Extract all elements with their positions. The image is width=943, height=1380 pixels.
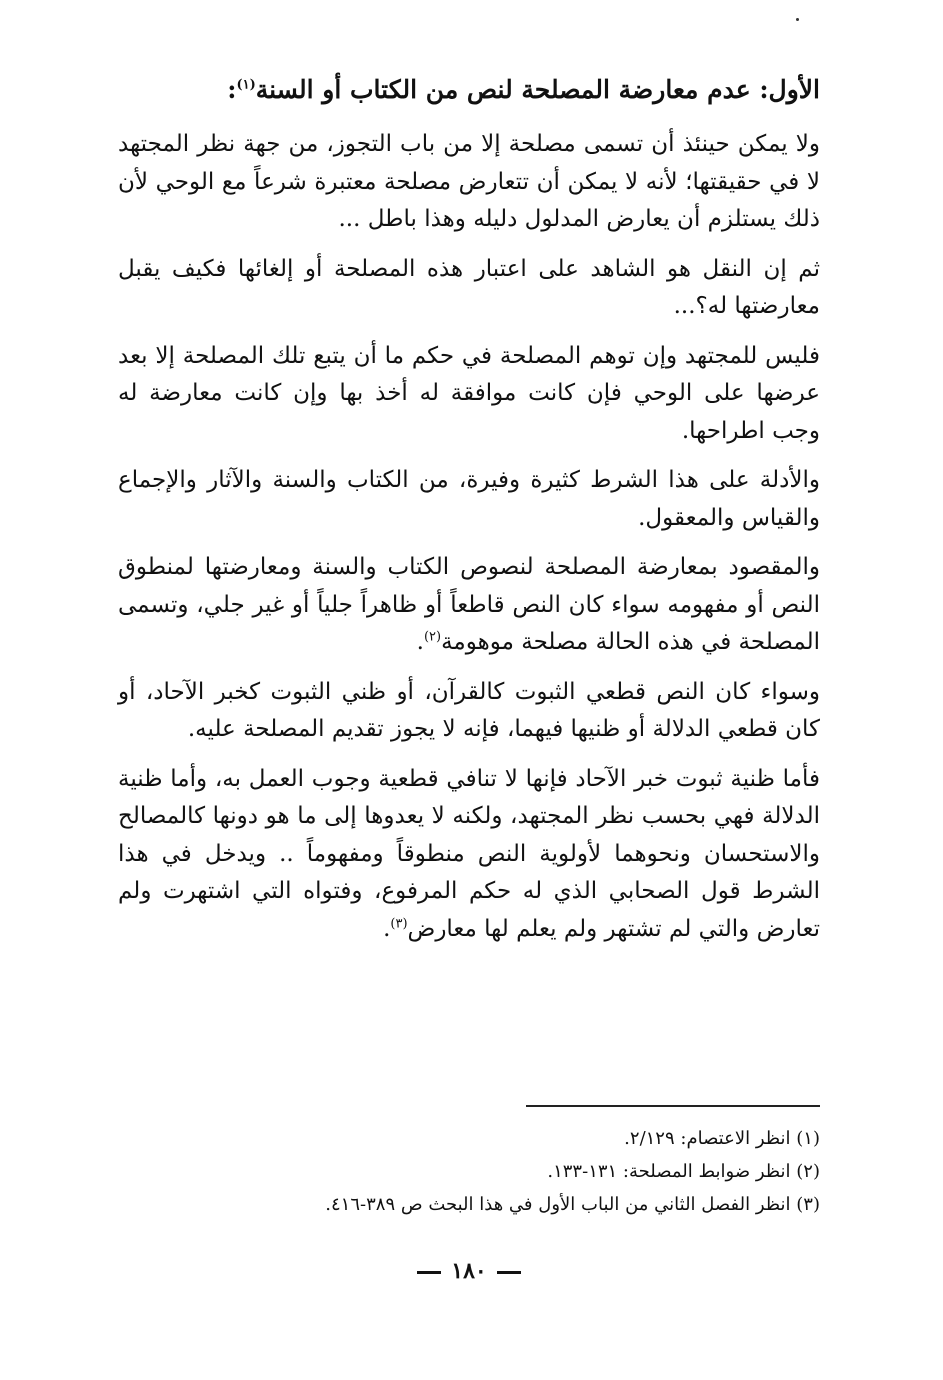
page-number: [118, 1258, 820, 1284]
footnotes: [118, 1122, 820, 1221]
section-heading: [118, 70, 820, 110]
footnote-2: (٢) انظر ضوابط المصلحة: ١٣١-١٣٣.: [547, 1161, 820, 1182]
paragraph-1: ولا يمكن حينئذ أن تسمى مصلحة إلا من باب التجوز، من جهة نظر المجتهد لا في حقيقتها؛ لأنه لا يمكن أن تتعارض مصلحة معتبرة شرعاً مع الوحي لأن ذلك يستلزم أن يعارض المدلول دليله وهذا باطل ...: [118, 131, 820, 232]
footnote-separator: [526, 1105, 820, 1107]
paragraph-7-text: فأما ظنية ثبوت خبر الآحاد فإنها لا تنافي قطعية وجوب العمل به، وأما ظنية الدلالة فهي بحسب نظر المجتهد، ولكنه لا يعدوها إلى ما هو دونها كالمصالح والاستحسان ونحوهما لأولوية النص منطوقاً ومفهوماً .. ويدخل في هذا الشرط قول الصحابي الذي له حكم المرفوع، وفتواه التي اشتهرت ولم تعارض والتي لم تشتهر ولم يعلم لها معارض: [118, 765, 820, 942]
footnote-ref-3: (٣): [390, 915, 408, 931]
scan-speck: [796, 18, 799, 21]
footnote-1: (١) انظر الاعتصام: ٢/١٢٩.: [624, 1128, 820, 1149]
paragraph-5-text: والمقصود بمعارضة المصلحة لنصوص الكتاب والسنة ومعارضتها لمنطوق النص أو مفهومه سواء كان النص قاطعاً أو ظاهراً جلياً أو غير جلي، وتسمى المصلحة في هذه الحالة مصلحة موهومة: [118, 554, 820, 655]
book-page: [118, 70, 820, 1360]
paragraph-5: [118, 549, 820, 662]
paragraph-7: [118, 761, 820, 949]
page-number-dash-right: [497, 1271, 521, 1274]
section-heading-colon: :: [227, 75, 237, 104]
paragraph-7-period: .: [383, 915, 391, 942]
paragraph-6: وسواء كان النص قطعي الثبوت كالقرآن، أو ظني الثبوت كخبر الآحاد، أو كان قطعي الدلالة أو ظنيها فيهما، فإنه لا يجوز تقديم المصلحة عليه.: [118, 678, 820, 742]
page-number-value: ١٨٠: [451, 1258, 487, 1284]
paragraph-2: ثم إن النقل هو الشاهد على اعتبار هذه المصلحة أو إلغائها فكيف يقبل معارضتها له؟...: [118, 255, 820, 319]
paragraph-3: فليس للمجتهد وإن توهم المصلحة في حكم ما أن يتبع تلك المصلحة إلا بعد عرضها على الوحي فإن كانت موافقة له أخذ بها وإن كانت معارضة له وجب اطراحها.: [118, 342, 820, 444]
section-heading-text: الأول: عدم معارضة المصلحة لنص من الكتاب أو السنة: [255, 75, 820, 104]
paragraph-5-period: .: [416, 629, 424, 655]
paragraph-4: والأدلة على هذا الشرط كثيرة وفيرة، من الكتاب والسنة والآثار والإجماع والقياس والمعقول.: [118, 467, 820, 531]
footnote-3: (٣) انظر الفصل الثاني من الباب الأول في هذا البحث ص ٣٨٩-٤١٦.: [325, 1194, 820, 1215]
page-number-dash-left: [417, 1271, 441, 1274]
footnote-ref-2: (٢): [423, 629, 442, 645]
footnote-ref-1: (١): [236, 77, 256, 93]
